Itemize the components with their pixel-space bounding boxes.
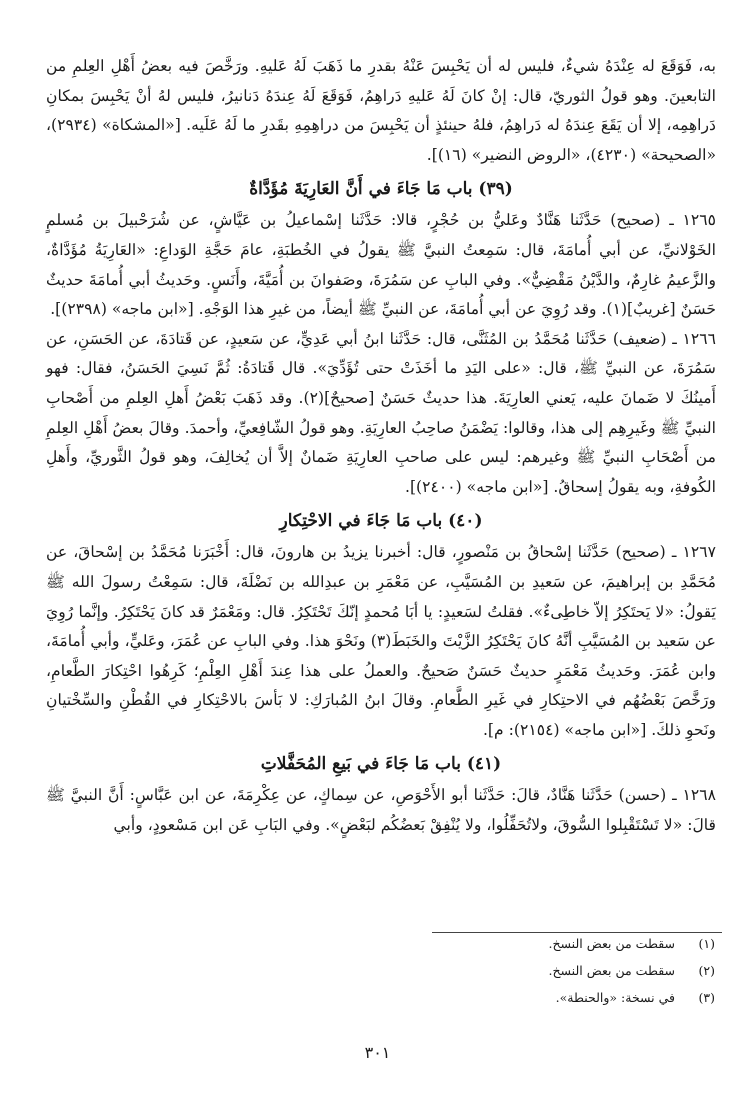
page-body <box>46 52 716 841</box>
page-number: ٣٠١ <box>364 1043 391 1062</box>
footnote-text: في نسخة: «والحنطة». <box>555 990 676 1005</box>
hadith-1268: ١٢٦٨ ـ (حسن) حَدَّثَنا هَنَّادٌ، قالَ: حَدَّثَنا أبو الأَحْوَصِ، عن سِماكٍ، عن عِكْرِمَةَ، عن ابن عَبَّاسٍ: أَنَّ النبيَّ ﷺ قالَ: «لا تَسْتَقْبِلوا السُّوقَ، ولاتُحَفِّلُوا، ولا يُنْفِقْ بَعضُكُم لبَعْضٍ». وفي البَابِ عَن ابن مَسْعودٍ، وأبي <box>46 786 716 835</box>
footnote-number: (٢) <box>698 963 715 978</box>
hadith-1265: ١٢٦٥ ـ (صحيح) حَدَّثَنا هَنَّادٌ وعَليُّ بن حُجْرٍ، قالا: حَدَّثَنا إسْماعيلُ بن عَيَّاشٍ، عن شُرَحْبيلَ بن مُسلمٍ الخَوْلانيِّ، عن أبي أُمامَةَ، قال: سَمِعتُ النبيَّ ﷺ يقولُ في الخُطبَةِ، عامَ حَجَّةِ الوَداعِ: «العَارِيَةُ مُؤَدَّاةٌ، والزَّعيمُ غارِمٌ، والدَّيْنُ مَقْضِيٌّ». وفي البابِ عن سَمُرَةَ، وصَفوانَ بن أُمَيَّةَ، وأَنَسٍ. وحَديثُ أبي أُمامَةَ حديثٌ حَسَنٌ [غريبٌ](١). وقد رُوِيَ عن أبي أُمامَةَ، عن النبيِّ ﷺ أيضاً، من غيرِ هذا الوَجْهِ. [«ابن ماجه» (٢٣٩٨)]. <box>46 211 716 319</box>
footnote-number: (٣) <box>698 990 715 1005</box>
footnote-item <box>55 984 715 1011</box>
footnote-item <box>55 930 715 957</box>
hadith-1267: ١٢٦٧ ـ (صحيح) حَدَّثَنا إسْحاقُ بن مَنْصورٍ، قال: أخبرنا يزيدُ بن هارونَ، قال: أَخْبَرَنا مُحَمَّدُ بن إسْحاقَ، عن مُحَمَّدِ بن إبراهيمَ، عن سَعيدِ بن المُسَيَّبِ، عن مَعْمَرِ بن عبدِالله بن نَضْلَةَ، قال: سَمِعْتُ رسولَ الله ﷺ يَقولُ: «لا يَحتَكِرُ إلاّ خاطِىءٌ». فقلتُ لسَعيدٍ: يا أبَا مُحمدٍ إنّكَ تَحْتَكِرُ. قال: ومَعْمَرٌ قد كانَ يَحْتَكِرُ. وإنَّما رُوِيَ عن سَعيد بن المُسَيَّبِ أنَّهُ كانَ يَحْتَكِرُ الزَّيْتَ والخَبَطَ(٣) ونَحْوَ هذا. وفي البابِ عن عُمَرَ، وعَليٍّ، وأبي أُمامَةَ، وابن عُمَرَ. وحَديثُ مَعْمَرٍ حديثٌ حَسَنٌ صَحيحٌ. والعملُ على هذا عِندَ أَهْلِ العِلْمِ؛ كَرِهُوا احْتِكارَ الطَّعامِ، ورَخَّصَ بَعْضُهُم في الاحتِكارِ في غَيرِ الطَّعامِ. وقالَ ابنُ المُبارَكِ: لا بَأسَ بالاحْتِكارِ في القُطْنِ والسِّخْتيانِ ونَحوِ ذلكَ. [«ابن ماجه» (٢١٥٤): م]. <box>46 543 716 739</box>
section-38-tail: به، فَوَقَعَ له عِنْدَهُ شيءٌ، فليس له أن يَحْبِسَ عَنْهُ بقدرِ ما ذَهَبَ لَهُ عَليهِ. ورَخَّصَ فيه بعضُ أَهْلِ العِلمِ من التابعينَ. وهو قولُ الثوريّ، قال: إنْ كانَ لَهُ عَليهِ دَراهِمُ، فَوَقَعَ لَهُ عِندَهُ دَنانيرُ، فليس لهُ أنْ يَحْبِسَ بمكانِ دَراهِمِه، إلا أن يَقَعَ عِندَهُ له دَراهِمُ، فلهُ حينئذٍ أن يَحْبِسَ من دراهِمِهِ بقَدرِ ما لَهُ عَلَيه. [«المشكاة» (٢٩٣٤)، «الصحيحة» (٤٢٣٠)، «الروض النضير» (١٦)]. <box>46 57 716 164</box>
chapter-heading-40: (٤٠) باب مَا جَاءَ في الاحْتِكارِ <box>279 511 483 532</box>
footnote-text: سقطت من بعض النسخ. <box>548 963 676 978</box>
footnote-item <box>55 957 715 984</box>
hadith-1266: ١٢٦٦ ـ (ضعيف) حَدَّثَنا مُحَمَّدُ بن المُثَنَّى، قال: حَدَّثَنا ابنُ أبي عَدِيٍّ، عن سَعيدٍ، عن قَتادَةَ، عن الحَسَنِ، عن سَمُرَةَ، عن النبيِّ ﷺ، قال: «على اليَدِ ما أخَذَتْ حتى تُؤَدِّيَ». قال قَتادَةُ: ثُمَّ نَسِيَ الحَسَنُ، فقال: فهو أَمينُكَ لا ضَمانَ عليه، يَعني العارِيَةَ. هذا حديثٌ حَسَنٌ [صحيحٌ](٢). وقد ذَهَبَ بَعْضُ أَهلِ العِلمِ من أَصْحابِ النبيِّ ﷺ وغَيرِهِم إلى هذا، وقالوا: يَضْمَنُ صاحِبُ العارِيَةِ. وهو قولُ الشّافِعيِّ، وأحمدَ. وقالَ بعضُ أَهْلِ العِلمِ من أَصْحَابِ النبيِّ ﷺ وغيرهم: ليس على صاحبِ العارِيَةِ ضَمانٌ إلاَّ أن يُخالِفَ، وهو قولُ الثَّوريِّ، وأَهلِ الكُوفةِ، وبه يقولُ إسحاقُ. [«ابن ماجه» (٢٤٠٠)]. <box>46 329 716 496</box>
chapter-heading-41: (٤١) باب مَا جَاءَ في بَيعِ المُحَفَّلاتِ <box>260 754 502 775</box>
footnotes <box>55 930 715 1011</box>
footnote-number: (١) <box>698 936 715 951</box>
footnote-text: سقطت من بعض النسخ. <box>548 936 676 951</box>
chapter-heading-39: (٣٩) باب مَا جَاءَ في أَنَّ العَارِيَةَ مُؤَدَّاةٌ <box>249 179 513 200</box>
